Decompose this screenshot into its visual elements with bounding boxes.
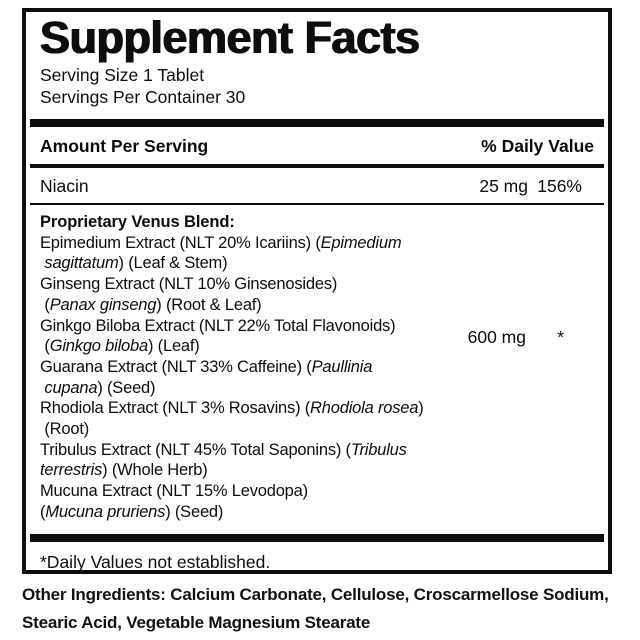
other-ingredients-block (22, 581, 609, 637)
daily-value-footnote: *Daily Values not established. (40, 551, 271, 572)
servings-per-container-text: Servings Per Container 30 (40, 87, 246, 107)
blend-line: (Root) (40, 420, 90, 439)
blend-amount: 600 mg (467, 327, 526, 347)
nutrient-daily-value: 156% (537, 176, 582, 196)
blend-line: terrestris) (Whole Herb) (40, 461, 208, 480)
serving-size-text: Serving Size 1 Tablet (40, 65, 205, 85)
blend-dv-asterisk: * (557, 327, 564, 347)
blend-line: cupana) (Seed) (44, 378, 156, 397)
blend-line: sagittatum) (Leaf & Stem) (44, 254, 228, 273)
blend-line: (Mucuna pruriens) (Seed) (40, 502, 224, 521)
blend-line: Epimedium Extract (NLT 20% Icariins) (Epimedium (40, 233, 402, 252)
blend-ingredient-lines (40, 212, 594, 523)
blend-line: Guarana Extract (NLT 33% Caffeine) (Paullinia (40, 357, 373, 376)
other-ingredients-line-2: Stearic Acid, Vegetable Magnesium Stearate (22, 613, 371, 632)
nutrient-row-niacin (40, 168, 594, 203)
nutrient-amount: 25 mg (479, 176, 528, 196)
amount-per-serving-header: Amount Per Serving (40, 136, 209, 156)
daily-value-header: % Daily Value (481, 136, 594, 156)
blend-line: Rhodiola Extract (NLT 3% Rosavins) (Rhodiola rosea) (40, 399, 424, 418)
blend-line: (Ginkgo biloba) (Leaf) (40, 337, 200, 356)
blend-line: Proprietary Venus Blend: (40, 213, 235, 231)
divider-thick-top (30, 119, 604, 127)
blend-line: (Panax ginseng) (Root & Leaf) (40, 295, 262, 314)
blend-line: Ginseng Extract (NLT 10% Ginsenosides) (40, 275, 338, 294)
supplement-facts-panel (22, 8, 612, 574)
blend-line: Tribulus Extract (NLT 45% Total Saponins) (Tribulus (40, 440, 407, 459)
column-header-row (40, 135, 594, 157)
other-ingredients-line-1: Other Ingredients: Calcium Carbonate, Cellulose, Croscarmellose Sodium, (22, 585, 609, 604)
blend-line: Mucuna Extract (NLT 15% Levodopa) (40, 482, 308, 501)
divider-thick-bottom (30, 534, 604, 542)
proprietary-blend-section (40, 205, 594, 528)
panel-title: Supplement Facts (40, 12, 420, 63)
nutrient-name: Niacin (40, 176, 89, 196)
blend-line: Ginkgo Biloba Extract (NLT 22% Total Flavonoids) (40, 316, 396, 335)
